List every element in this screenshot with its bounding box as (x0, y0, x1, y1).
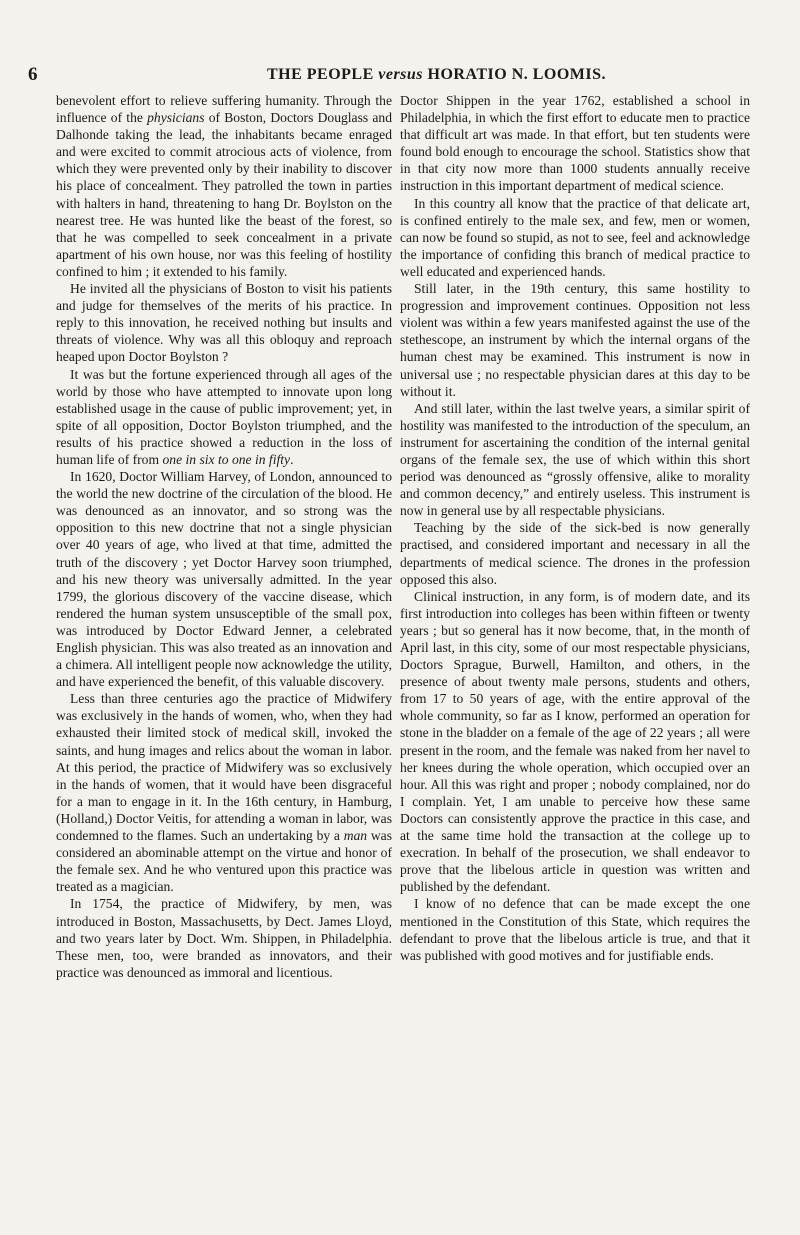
running-head (28, 62, 760, 88)
paragraph-text: In 1754, the practice of Midwifery, by men, was introduced in Boston, Massachusetts, by Dect. James Lloyd, and two years later by Doct. Wm. Shippen, in Philadelphia. These men, too, were branded as innovators, and their practice was denounced as immoral and licentious. (56, 896, 392, 980)
paragraph (56, 895, 392, 980)
paragraph (400, 400, 750, 520)
left-column (56, 92, 392, 981)
paragraph (56, 280, 392, 365)
right-column (400, 92, 750, 964)
paragraph (400, 895, 750, 963)
title-right: HORATIO N. LOOMIS. (427, 66, 607, 83)
paragraph-text: In 1620, Doctor William Harvey, of London, announced to the world the new doctrine of the circulation of the blood. He was denounced as an innovator, and so strong was the opposition to this new doctrine that not a single physician over 40 years of age, who lived at that time, admitted the truth of the discovery ; yet Doctor Harvey soon triumphed, and his new theory was universally admitted. In the year 1799, the glorious discovery of the vaccine disease, which rendered the human system unsusceptible of the small pox, was introduced by Doctor Edward Jenner, a celebrated English physician. This was also treated as an innovation and a chimera. All intelligent people now acknowledge the utility, and have experienced the benefit, of this valuable discovery. (56, 469, 392, 690)
paragraph-text: And still later, within the last twelve years, a similar spirit of hostility was manifested to the introduction of the speculum, an instrument for ascertaining the condition of the internal genital organs of the female sex, the use of which within this short period was denounced as “grossly offensive, alike to morality and common decency,” and entirely useless. This instrument is now in general use by all respectable physicians. (400, 400, 750, 519)
running-title (113, 62, 760, 88)
paragraph (400, 195, 750, 280)
paragraph-text: He invited all the physicians of Boston to visit his patients and judge for themselves of the merits of his practice. In reply to this innovation, he received nothing but insults and threats of violence. Why was all this obloquy and reproach heaped upon Doctor Boylston ? (56, 281, 392, 365)
paragraph (400, 588, 750, 896)
title-left: THE PEOPLE (266, 66, 374, 83)
paragraph-text: of Boston, Doctors Douglass and Dalhonde taking the lead, the inhabitants became enraged and were excited to commit atrocious acts of violence, from which they were prevented only by their inability to discover his place of concealment. They patrolled the town in parties with halters in hand, threatening to hang Dr. Boylston on the nearest tree. He was hunted like the beast of the forest, so that he was compelled to seek concealment in a private apartment of his own house, nor was this feeling of hostility confined to him ; it extended to his family. (56, 110, 392, 279)
italic-text: physicians (147, 110, 205, 126)
italic-text: man (343, 828, 368, 844)
paragraph-text: Still later, in the 19th century, this same hostility to progression and improvement continues. Opposition not less violent was within a few years manifested against the use of the stethescope, an instrument by which the internal organs of the human chest may be examined. This instrument is now in universal use ; no respectable physician dares at this day to be without it. (400, 281, 750, 399)
paragraph-text: Clinical instruction, in any form, is of modern date, and its first introduction into colleges has been within fifteen or twenty years ; but so general has it now become, that, in the month of April last, in this city, some of our most respectable physicians, Doctors Sprague, Burwell, Hamilton, and others, in the presence of about twenty male persons, students and others, from 17 to 50 years of age, with the entire approval of the whole community, so far as I know, performed an operation for stone in the bladder on a female of the age of 22 years ; all were present in the room, and the female was naked from her navel to her knees during the whole operation, which occupied over an hour. All this was right and proper ; nobody complained, nor do I complain. Yet, I am unable to perceive how these same Doctors can consistently approve the practice in this case, and at the same time hold the transaction at the college up to execration. In behalf of the prosecution, we shall endeavor to prove that the libelous article in question was written and published by the defendant. (400, 588, 750, 895)
paragraph-text: . (290, 451, 294, 467)
page-number: 6 (28, 64, 38, 85)
paragraph-text: Teaching by the side of the sick-bed is now generally practised, and considered important and necessary in all the departments of medical science. The drones in the profession opposed this also. (400, 520, 750, 587)
paragraph (56, 468, 392, 690)
paragraph-text: was considered an abominable attempt on the virtue and honor of the female sex. And he who ventured upon this practice was treated as a magician. (56, 828, 392, 895)
paragraph-text: In this country all know that the practice of that delicate art, is confined entirely to the male sex, and few, men or women, can now be found so stupid, as not to see, feel and acknowledge the importance of confiding this branch of medical practice to well educated and experienced hands. (400, 195, 750, 279)
paragraph (56, 690, 392, 895)
paragraph-text: Doctor Shippen in the year 1762, established a school in Philadelphia, in which the first effort to educate men to practice that difficult art was made. In that effort, but ten students were found bold enough to encourage the school. Statistics show that in that city now more than 1000 students annually receive instruction in this important department of medical science. (400, 93, 750, 194)
paragraph (56, 366, 392, 469)
paragraph (400, 92, 750, 195)
paragraph-text: It was but the fortune experienced through all ages of the world by those who have attempted to innovate upon long established usage in the cause of public improvement; yet, in spite of all opposition, Doctor Boylston triumphed, and the results of his practice showed a reduction in the loss of human life of from (56, 366, 392, 467)
title-versus: versus (378, 66, 424, 83)
paragraph (400, 280, 750, 400)
paragraph (400, 519, 750, 587)
paragraph-text: Less than three centuries ago the practice of Midwifery was exclusively in the hands of women, who, when they had exhausted their limited stock of medical skill, invoked the saints, and hung images and relics about the woman in labor. At this period, the practice of Midwifery was so exclusively in the hands of women, that it would have been disgraceful for a man to engage in it. In the 16th century, in Hamburg, (Holland,) Doctor Veitis, for attending a woman in labor, was condemned to the flames. Such an undertaking by a (56, 691, 392, 844)
italic-text: one in six to one in fifty (162, 451, 291, 467)
paragraph-text: benevolent effort to relieve suffering humanity. Through the influence of the (56, 93, 392, 126)
paragraph (56, 92, 392, 280)
paragraph-text: I know of no defence that can be made except the one mentioned in the Constitution of this State, which requires the defendant to prove that the libelous article is true, and that it was published with good motives and for justifiable ends. (400, 896, 750, 963)
